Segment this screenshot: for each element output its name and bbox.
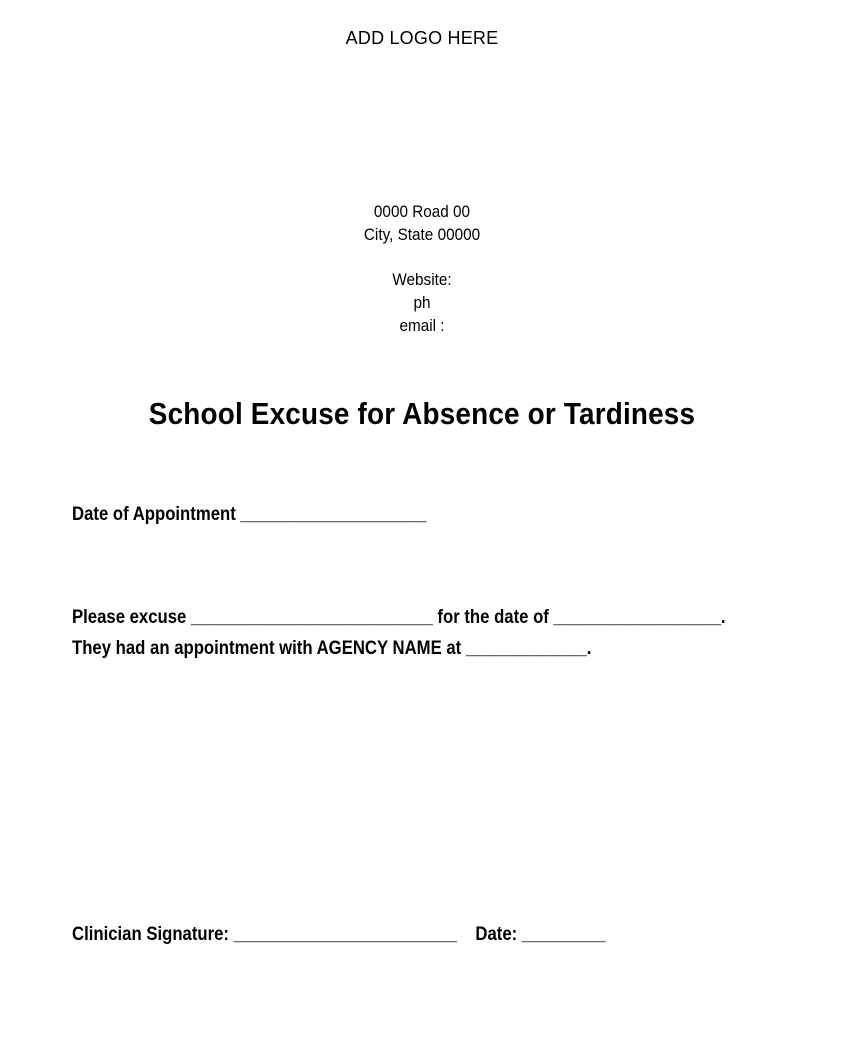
logo-placeholder: ADD LOGO HERE	[345, 28, 499, 48]
street-address: 0000 Road 00	[373, 202, 471, 221]
clinician-signature-field: Clinician Signature: ________________________ Date: _________	[72, 924, 606, 945]
excuse-statement: Please excuse __________________________ for the date of __________________.	[72, 607, 726, 628]
appointment-statement: They had an appointment with AGENCY NAME at _____________.	[72, 638, 592, 659]
document-title: School Excuse for Absence or Tardiness	[148, 396, 696, 431]
website-label: Website:	[392, 270, 452, 289]
email-label: email :	[399, 316, 445, 335]
address-spacer	[42, 246, 802, 268]
address-block	[42, 200, 802, 337]
phone-label: ph	[413, 293, 431, 312]
city-state: City, State 00000	[363, 225, 481, 244]
date-of-appointment-field: Date of Appointment ____________________	[72, 504, 427, 525]
